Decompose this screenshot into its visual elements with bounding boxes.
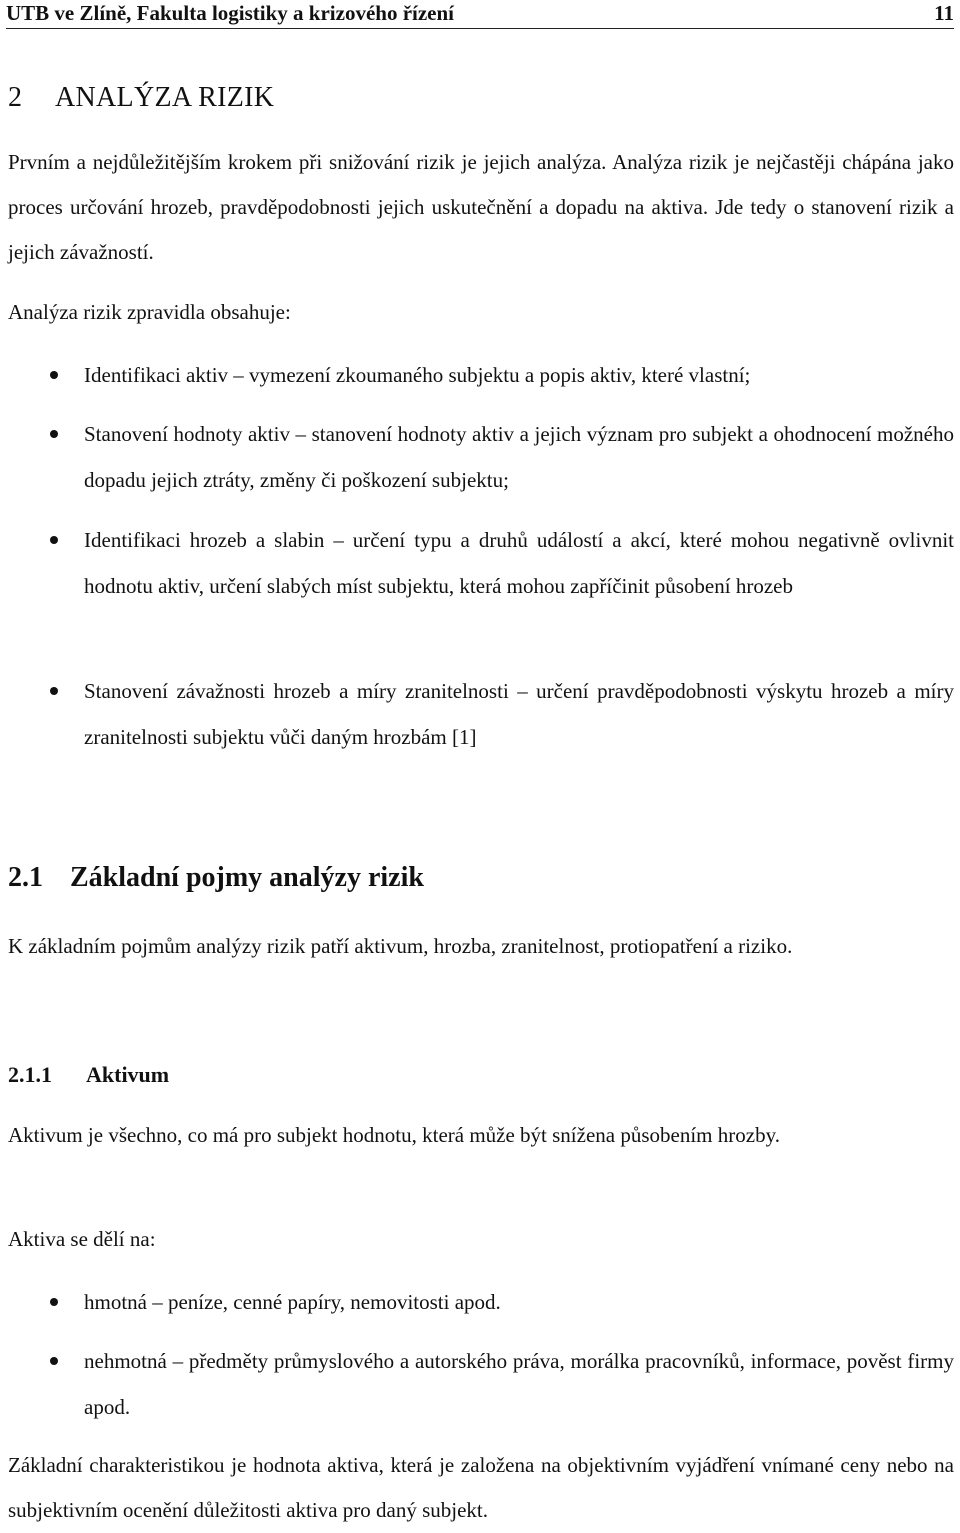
running-header <box>6 0 954 29</box>
list-item-text: Stanovení závažnosti hrozeb a míry zranitelnosti – určení pravděpodobnosti výskytu hrozeb a míry zranitelnosti subjektu vůči daným hrozbám [1] <box>84 679 954 749</box>
bullet-icon <box>50 687 58 695</box>
bullet-icon <box>50 1357 58 1365</box>
list-item-text: Stanovení hodnoty aktiv – stanovení hodnoty aktiv a jejich význam pro subjekt a ohodnocení možného dopadu jejich ztráty, změny či poškození subjektu; <box>84 422 954 492</box>
section-title: Základní pojmy analýzy rizik <box>70 862 424 893</box>
closing-paragraph: Základní charakteristikou je hodnota aktiva, která je založena na objektivním vyjádření vnímané ceny nebo na subjektivním ocenění důležitosti aktiva pro daný subjekt. <box>8 1453 954 1522</box>
bullet-icon <box>50 371 58 379</box>
list-item-text: Identifikaci hrozeb a slabin – určení typu a druhů událostí a akcí, které mohou negativně ovlivnit hodnotu aktiv, určení slabých míst subjektu, která mohou zapříčinit působení hrozeb <box>84 528 954 598</box>
list-item-text: Identifikaci aktiv – vymezení zkoumaného subjektu a popis aktiv, které vlastní; <box>84 363 751 387</box>
section-paragraph: K základním pojmům analýzy rizik patří aktivum, hrozba, zranitelnost, protiopatření a riziko. <box>8 934 793 958</box>
bullet-icon <box>50 536 58 544</box>
assets-list-intro: Aktiva se dělí na: <box>8 1227 156 1251</box>
list-intro: Analýza rizik zpravidla obsahuje: <box>8 300 291 324</box>
header-title: UTB ve Zlíně, Fakulta logistiky a krizového řízení <box>6 1 455 25</box>
chapter-number: 2 <box>8 82 23 113</box>
list-item-text: hmotná – peníze, cenné papíry, nemovitosti apod. <box>84 1290 501 1314</box>
analysis-list-item <box>84 668 954 760</box>
subsection-heading <box>8 1062 169 1088</box>
chapter-heading <box>8 82 274 114</box>
list-item-text: nehmotná – předměty průmyslového a autorského práva, morálka pracovníků, informace, pověst firmy apod. <box>84 1349 954 1419</box>
analysis-list-item <box>84 352 954 398</box>
analysis-list-item <box>84 411 954 503</box>
asset-list-item <box>84 1338 954 1430</box>
subsection-paragraph: Aktivum je všechno, co má pro subjekt hodnotu, která může být snížena působením hrozby. <box>8 1123 780 1147</box>
subsection-number: 2.1.1 <box>8 1062 52 1087</box>
section-number: 2.1 <box>8 862 43 893</box>
analysis-list-item <box>84 517 954 609</box>
bullet-icon <box>50 1298 58 1306</box>
section-heading <box>8 862 424 894</box>
intro-paragraph: Prvním a nejdůležitějším krokem při snižování rizik je jejich analýza. Analýza rizik je nejčastěji chápána jako proces určování hrozeb, pravděpodobnosti jejich uskutečnění a dopadu na aktiva. Jde tedy o stanovení rizik a jejich závažností. <box>8 150 954 264</box>
bullet-icon <box>50 430 58 438</box>
asset-list-item <box>84 1279 954 1325</box>
subsection-title: Aktivum <box>86 1062 170 1087</box>
page-number: 11 <box>934 1 954 25</box>
chapter-title: ANALÝZA RIZIK <box>55 82 275 113</box>
